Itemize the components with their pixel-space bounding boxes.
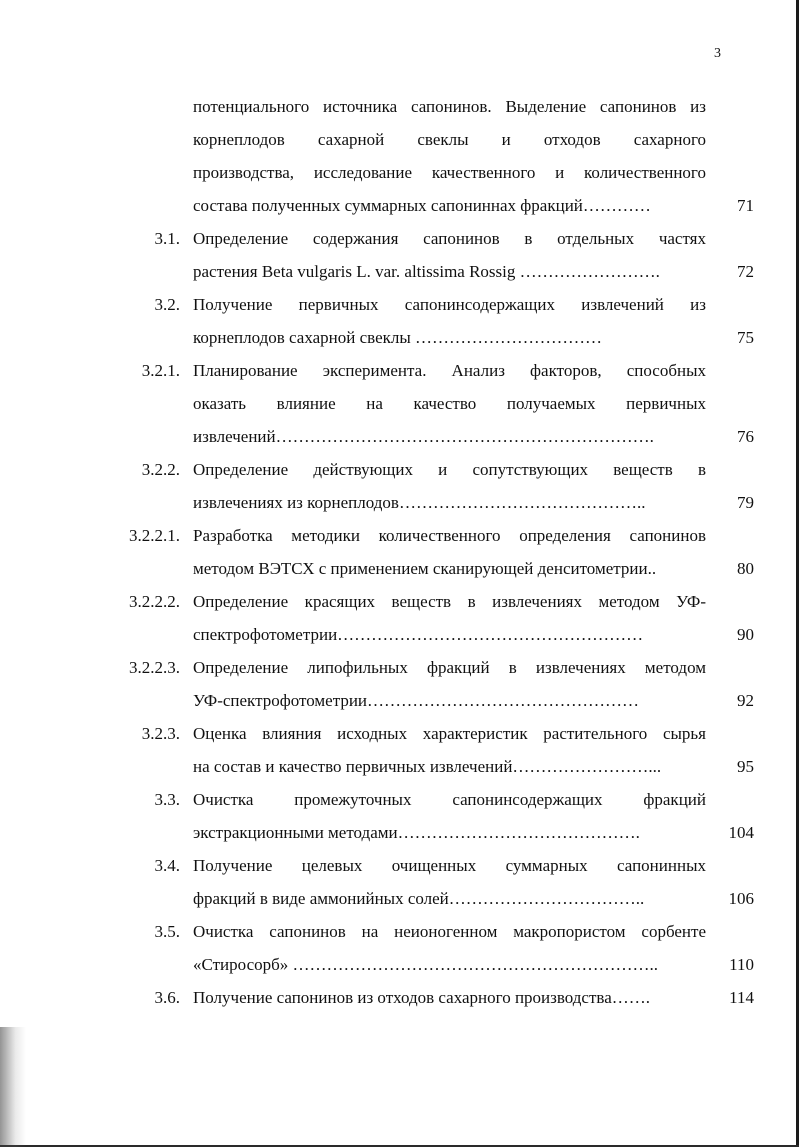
toc-section-number: 3.3. [154,790,180,809]
toc-page-number: 80 [737,559,754,578]
toc-section-number: 3.2.2. [141,460,180,479]
toc-section-number: 3.2.2.1. [129,526,180,545]
toc-section-number: 3.1. [154,229,180,248]
toc-page-number: 95 [737,757,754,776]
toc-page-number: 71 [737,196,754,215]
toc-page-number: 90 [737,625,754,644]
toc-entry-text: Определение действующих и сопутствующих веществ в [193,460,706,479]
toc-entry-text: Определение содержания сапонинов в отдельных частях [193,229,706,248]
toc-entry-text: методом ВЭТСХ с применением сканирующей денситометрии.. [193,559,657,578]
toc-line [0,651,799,684]
toc-entry-text: корнеплодов сахарной свеклы …………………………… [193,328,603,347]
toc-entry-text: Определение красящих веществ в извлечениях методом УФ- [193,592,706,611]
toc-entry-text: потенциального источника сапонинов. Выделение сапонинов из [193,97,706,116]
toc-line [0,387,799,420]
toc-line [0,321,799,354]
toc-line [0,189,799,222]
toc-page-number: 92 [737,691,754,710]
toc-entry-text: фракций в виде аммонийных солей…………………………….. [193,889,645,908]
toc-page-number: 72 [737,262,754,281]
toc-entry-text: Очистка сапонинов на неионогенном макропористом сорбенте [193,922,706,941]
page-number: 3 [714,46,721,61]
toc-line [0,783,799,816]
toc-section-number: 3.2.2.3. [129,658,180,677]
toc-line [0,420,799,453]
toc-entry-text: Разработка методики количественного определения сапонинов [193,526,706,545]
toc-line [0,717,799,750]
toc-line [0,519,799,552]
toc-line [0,552,799,585]
toc-entry-text: экстракционными методами……………………………………. [193,823,640,842]
toc-line [0,222,799,255]
toc-section-number: 3.6. [154,988,180,1007]
toc-entry-text: производства, исследование качественного и количественного [193,163,706,182]
toc-entry-text: состава полученных суммарных сапониннах фракций………… [193,196,651,215]
toc-section-number: 3.4. [154,856,180,875]
toc-entry-text: «Стиросорб» ……………………………………………………….. [193,955,659,974]
toc-entry-text: Получение первичных сапонинсодержащих извлечений из [193,295,706,314]
toc-line [0,486,799,519]
toc-line [0,288,799,321]
toc-line [0,90,799,123]
toc-section-number: 3.2. [154,295,180,314]
toc-page-number: 110 [729,955,754,974]
toc-line [0,915,799,948]
toc-line [0,981,799,1014]
toc-page-number: 75 [737,328,754,347]
toc-line [0,156,799,189]
toc-entry-text: Очистка промежуточных сапонинсодержащих фракций [193,790,706,809]
toc-entry-text: спектрофотометрии……………………………………………… [193,625,644,644]
toc-line [0,618,799,651]
toc-line [0,354,799,387]
toc-line [0,750,799,783]
toc-line [0,849,799,882]
toc-entry-text: на состав и качество первичных извлечений……………………... [193,757,662,776]
toc-entry-text: Получение сапонинов из отходов сахарного производства……. [193,988,650,1007]
table-of-contents [0,90,799,1014]
toc-line [0,684,799,717]
scan-shadow [0,1027,26,1147]
toc-entry-text: оказать влияние на качество получаемых первичных [193,394,706,413]
toc-page-number: 114 [729,988,754,1007]
toc-line [0,882,799,915]
toc-line [0,948,799,981]
toc-entry-text: УФ-спектрофотометрии………………………………………… [193,691,640,710]
toc-entry-text: Оценка влияния исходных характеристик растительного сырья [193,724,706,743]
toc-line [0,585,799,618]
toc-entry-text: извлечениях из корнеплодов…………………………………….. [193,493,646,512]
toc-line [0,255,799,288]
toc-page-number: 79 [737,493,754,512]
toc-entry-text: корнеплодов сахарной свеклы и отходов сахарного [193,130,706,149]
toc-page-number: 104 [728,823,754,842]
toc-line [0,453,799,486]
toc-line [0,123,799,156]
toc-entry-text: Планирование эксперимента. Анализ факторов, способных [193,361,706,380]
toc-page-number: 76 [737,427,754,446]
toc-entry-text: растения Beta vulgaris L. var. altissima Rossig ……………………. [193,262,660,281]
toc-section-number: 3.2.3. [141,724,180,743]
toc-entry-text: Определение липофильных фракций в извлечениях методом [193,658,706,677]
toc-section-number: 3.2.1. [141,361,180,380]
toc-section-number: 3.5. [154,922,180,941]
toc-line [0,816,799,849]
toc-page-number: 106 [728,889,754,908]
toc-entry-text: Получение целевых очищенных суммарных сапонинных [193,856,706,875]
toc-section-number: 3.2.2.2. [129,592,180,611]
toc-entry-text: извлечений…………………………………………………………. [193,427,654,446]
